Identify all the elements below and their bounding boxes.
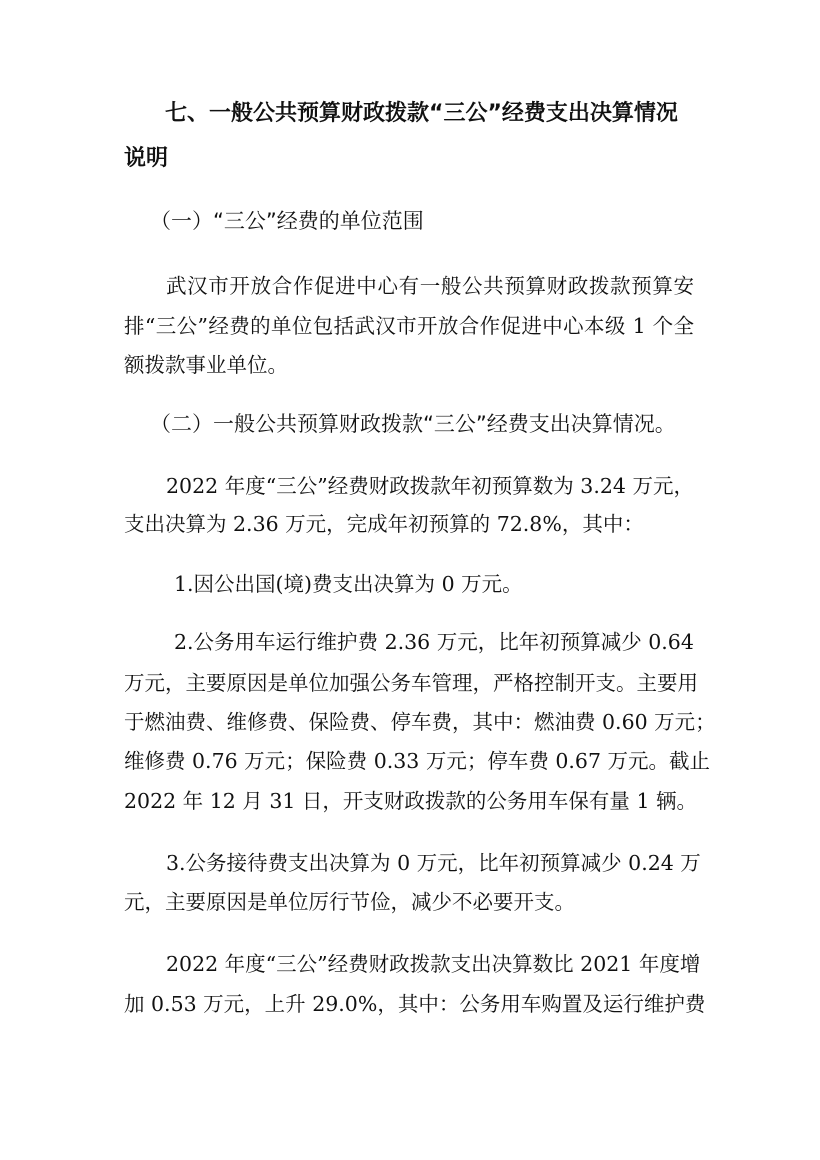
list-item-vehicle-line-3: 于燃油费、维修费、保险费、停车费，其中：燃油费 0.60 万元； — [124, 710, 716, 734]
paragraph-comparison-line-1: 2022 年度“三公”经费财政拨款支出决算数比 2021 年度增 — [166, 952, 701, 976]
list-item-vehicle-line-2: 万元，主要原因是单位加强公务车管理，严格控制开支。主要用 — [124, 671, 698, 695]
paragraph-comparison-line-2: 加 0.53 万元，上升 29.0%，其中：公务用车购置及运行维护费 — [124, 992, 706, 1016]
section-heading-line-2: 说明 — [124, 146, 169, 171]
list-item-vehicle-line-1: 2.公务用车运行维护费 2.36 万元，比年初预算减少 0.64 — [174, 630, 694, 654]
paragraph-budget-line-2: 支出决算为 2.36 万元，完成年初预算的 72.8%，其中： — [124, 512, 644, 536]
list-item-overseas: 1.因公出国(境)费支出决算为 0 万元。 — [174, 572, 523, 596]
list-item-reception-line-2: 元，主要原因是单位厉行节俭，减少不必要开支。 — [124, 890, 575, 914]
list-item-vehicle-line-4: 维修费 0.76 万元；保险费 0.33 万元；停车费 0.67 万元。截止 — [124, 749, 711, 773]
paragraph-budget-line-1: 2022 年度“三公”经费财政拨款年初预算数为 3.24 万元， — [166, 474, 694, 498]
subsection-title-scope: （一）“三公”经费的单位范围 — [150, 209, 424, 233]
section-heading-line-1: 七、一般公共预算财政拨款“三公”经费支出决算情况 — [165, 101, 678, 126]
paragraph-scope-line-2: 排“三公”经费的单位包括武汉市开放合作促进中心本级 1 个全 — [124, 314, 694, 338]
subsection-title-expenditure: （二）一般公共预算财政拨款“三公”经费支出决算情况。 — [150, 412, 676, 436]
paragraph-scope-line-3: 额拨款事业单位。 — [124, 353, 288, 377]
paragraph-scope-line-1: 武汉市开放合作促进中心有一般公共预算财政拨款预算安 — [166, 274, 694, 298]
list-item-reception-line-1: 3.公务接待费支出决算为 0 万元，比年初预算减少 0.24 万 — [166, 851, 701, 875]
list-item-vehicle-line-5: 2022 年 12 月 31 日，开支财政拨款的公务用车保有量 1 辆。 — [124, 789, 697, 813]
